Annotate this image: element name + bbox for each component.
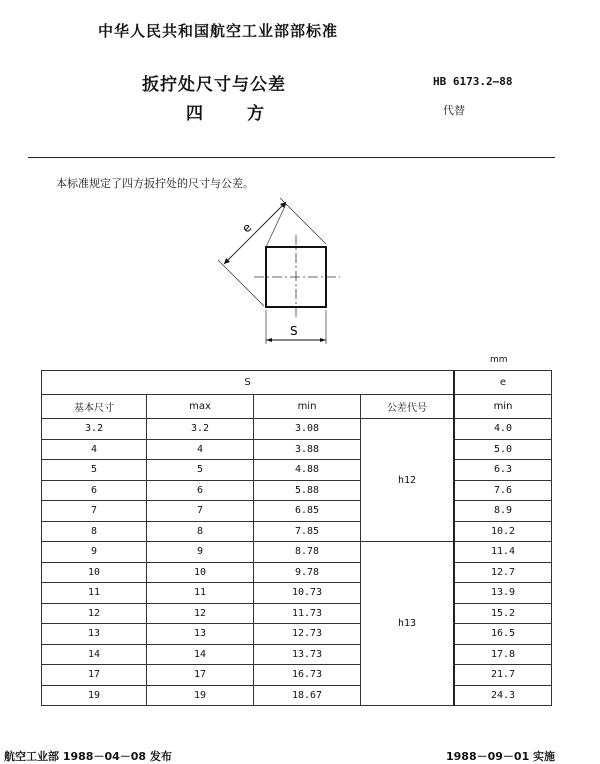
cell-e-min: 8.9 <box>454 501 552 522</box>
col-tolerance: 公差代号 <box>361 395 455 419</box>
cell-basic: 9 <box>42 542 147 563</box>
cell-e-min: 12.7 <box>454 562 552 583</box>
cell-max: 6 <box>147 480 254 501</box>
s-label: S <box>290 324 298 338</box>
unit-label: mm <box>490 355 508 365</box>
cell-max: 7 <box>147 501 254 522</box>
table-row <box>42 583 552 604</box>
cell-min: 16.73 <box>254 665 361 686</box>
cell-max: 3.2 <box>147 419 254 440</box>
cell-min: 12.73 <box>254 624 361 645</box>
cell-basic: 11 <box>42 583 147 604</box>
cell-e-min: 10.2 <box>454 521 552 542</box>
doc-title: 扳拧处尺寸与公差 <box>142 75 286 95</box>
group-header-s: S <box>42 371 455 395</box>
cell-min: 3.88 <box>254 439 361 460</box>
cell-max: 12 <box>147 603 254 624</box>
table-row <box>42 419 552 440</box>
group-header-e: e <box>454 371 552 395</box>
col-max: max <box>147 395 254 419</box>
cell-min: 6.85 <box>254 501 361 522</box>
table-row <box>42 480 552 501</box>
col-basic-size: 基本尺寸 <box>42 395 147 419</box>
cell-basic: 10 <box>42 562 147 583</box>
cell-basic: 5 <box>42 460 147 481</box>
intro-text: 本标准规定了四方扳拧处的尺寸与公差。 <box>56 177 254 190</box>
cell-tolerance-h13: h13 <box>361 542 455 706</box>
cell-e-min: 21.7 <box>454 665 552 686</box>
cell-e-min: 5.0 <box>454 439 552 460</box>
cell-basic: 6 <box>42 480 147 501</box>
table-row <box>42 460 552 481</box>
cell-basic: 4 <box>42 439 147 460</box>
cell-min: 13.73 <box>254 644 361 665</box>
cell-min: 3.08 <box>254 419 361 440</box>
cell-tolerance-h12: h12 <box>361 419 455 542</box>
cell-basic: 12 <box>42 603 147 624</box>
cell-basic: 19 <box>42 685 147 706</box>
cell-max: 11 <box>147 583 254 604</box>
cell-basic: 8 <box>42 521 147 542</box>
cell-e-min: 4.0 <box>454 419 552 440</box>
cell-basic: 14 <box>42 644 147 665</box>
cell-e-min: 11.4 <box>454 542 552 563</box>
cell-e-min: 7.6 <box>454 480 552 501</box>
cell-min: 7.85 <box>254 521 361 542</box>
standard-number: HB 6173.2—88 <box>433 75 513 88</box>
cell-min: 10.73 <box>254 583 361 604</box>
cell-max: 14 <box>147 644 254 665</box>
col-min: min <box>254 395 361 419</box>
cell-max: 4 <box>147 439 254 460</box>
cell-e-min: 6.3 <box>454 460 552 481</box>
col-e-min: min <box>454 395 552 419</box>
effective-date: 1988－09－01 实施 <box>446 750 556 763</box>
table-row <box>42 603 552 624</box>
table-row <box>42 521 552 542</box>
cell-max: 13 <box>147 624 254 645</box>
header-divider <box>28 157 555 158</box>
table-row <box>42 439 552 460</box>
e-label: e <box>239 220 255 236</box>
replaces-label: 代替 <box>443 104 465 117</box>
org-title: 中华人民共和国航空工业部部标准 <box>98 22 339 40</box>
table-row <box>42 685 552 706</box>
doc-subtitle: 四方 <box>186 104 308 124</box>
cell-max: 10 <box>147 562 254 583</box>
table-row <box>42 562 552 583</box>
cell-max: 19 <box>147 685 254 706</box>
cell-e-min: 13.9 <box>454 583 552 604</box>
dimension-table <box>41 370 552 706</box>
table-row <box>42 542 552 563</box>
cell-min: 8.78 <box>254 542 361 563</box>
cell-basic: 3.2 <box>42 419 147 440</box>
cell-e-min: 17.8 <box>454 644 552 665</box>
table-row <box>42 624 552 645</box>
cell-min: 5.88 <box>254 480 361 501</box>
cell-max: 8 <box>147 521 254 542</box>
cell-basic: 13 <box>42 624 147 645</box>
cell-min: 18.67 <box>254 685 361 706</box>
table-row <box>42 501 552 522</box>
table-row <box>42 644 552 665</box>
cell-e-min: 16.5 <box>454 624 552 645</box>
table-row <box>42 665 552 686</box>
cell-min: 9.78 <box>254 562 361 583</box>
square-drive-figure <box>210 192 340 352</box>
cell-max: 5 <box>147 460 254 481</box>
cell-max: 17 <box>147 665 254 686</box>
cell-max: 9 <box>147 542 254 563</box>
issued-date: 航空工业部 1988－04－08 发布 <box>4 750 172 763</box>
cell-basic: 7 <box>42 501 147 522</box>
cell-e-min: 15.2 <box>454 603 552 624</box>
cell-min: 11.73 <box>254 603 361 624</box>
cell-basic: 17 <box>42 665 147 686</box>
e-dimension-line <box>224 202 286 264</box>
cell-min: 4.88 <box>254 460 361 481</box>
cell-e-min: 24.3 <box>454 685 552 706</box>
